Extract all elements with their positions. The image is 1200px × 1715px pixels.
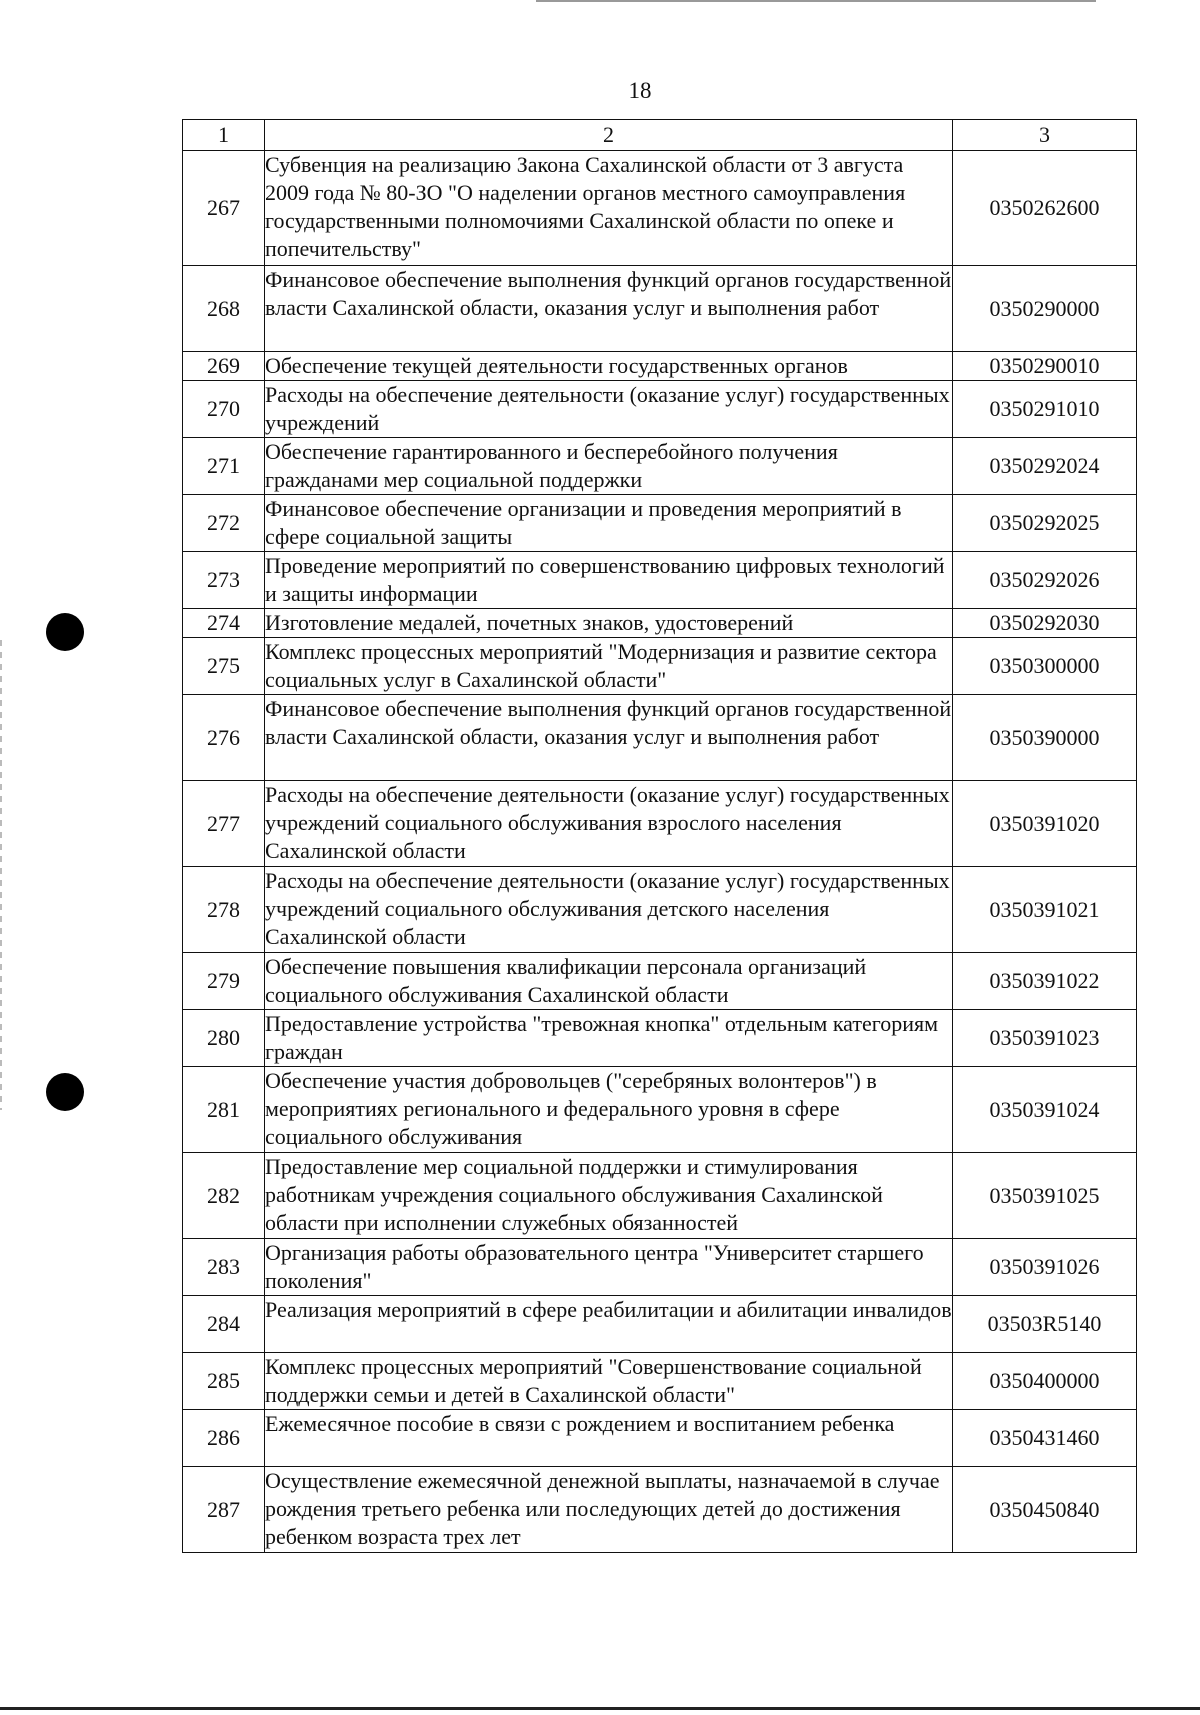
column-header-number: 1 — [183, 120, 265, 151]
punch-hole-mark — [46, 1073, 84, 1111]
table-row — [183, 381, 1137, 438]
row-description: Ежемесячное пособие в связи с рождением и воспитанием ребенка — [265, 1410, 953, 1467]
row-number: 279 — [183, 953, 265, 1010]
row-code: 03503R5140 — [953, 1296, 1137, 1353]
row-description: Изготовление медалей, почетных знаков, удостоверений — [265, 609, 953, 638]
table-row — [183, 1410, 1137, 1467]
row-description: Проведение мероприятий по совершенствованию цифровых технологий и защиты информации — [265, 552, 953, 609]
row-code: 0350291010 — [953, 381, 1137, 438]
table-row — [183, 151, 1137, 266]
table-row — [183, 1067, 1137, 1153]
row-number: 283 — [183, 1239, 265, 1296]
row-description: Обеспечение повышения квалификации персонала организаций социального обслуживания Сахалинской области — [265, 953, 953, 1010]
row-description: Расходы на обеспечение деятельности (оказание услуг) государственных учреждений социального обслуживания взрослого населения Сахалинской области — [265, 781, 953, 867]
row-number: 273 — [183, 552, 265, 609]
row-description: Финансовое обеспечение организации и проведения мероприятий в сфере социальной защиты — [265, 495, 953, 552]
row-code: 0350390000 — [953, 695, 1137, 781]
table-row — [183, 1010, 1137, 1067]
table-row — [183, 638, 1137, 695]
row-code: 0350290000 — [953, 266, 1137, 352]
row-description: Комплекс процессных мероприятий "Модернизация и развитие сектора социальных услуг в Сахалинской области" — [265, 638, 953, 695]
row-number: 286 — [183, 1410, 265, 1467]
row-number: 282 — [183, 1153, 265, 1239]
table-row — [183, 867, 1137, 953]
row-code: 0350450840 — [953, 1467, 1137, 1553]
row-description: Расходы на обеспечение деятельности (оказание услуг) государственных учреждений — [265, 381, 953, 438]
table-row — [183, 1239, 1137, 1296]
row-code: 0350400000 — [953, 1353, 1137, 1410]
row-description: Финансовое обеспечение выполнения функций органов государственной власти Сахалинской области, оказания услуг и выполнения работ — [265, 266, 953, 352]
table-row — [183, 1353, 1137, 1410]
row-code: 0350391021 — [953, 867, 1137, 953]
table-row — [183, 495, 1137, 552]
table-header-row — [183, 120, 1137, 151]
table-row — [183, 438, 1137, 495]
row-code: 0350300000 — [953, 638, 1137, 695]
row-description: Финансовое обеспечение выполнения функций органов государственной власти Сахалинской области, оказания услуг и выполнения работ — [265, 695, 953, 781]
row-number: 277 — [183, 781, 265, 867]
table-row — [183, 609, 1137, 638]
row-number: 267 — [183, 151, 265, 266]
row-number: 272 — [183, 495, 265, 552]
left-scan-edge — [0, 640, 2, 1110]
row-description: Предоставление мер социальной поддержки и стимулирования работникам учреждения социального обслуживания Сахалинской области при исполнении служебных обязанностей — [265, 1153, 953, 1239]
row-description: Обеспечение участия добровольцев ("серебряных волонтеров") в мероприятиях регионального и федерального уровня в сфере социального обслуживания — [265, 1067, 953, 1153]
row-number: 274 — [183, 609, 265, 638]
row-code: 0350292025 — [953, 495, 1137, 552]
row-code: 0350292024 — [953, 438, 1137, 495]
row-code: 0350292030 — [953, 609, 1137, 638]
row-code: 0350391022 — [953, 953, 1137, 1010]
row-number: 269 — [183, 352, 265, 381]
top-scan-edge — [536, 0, 1096, 2]
row-number: 270 — [183, 381, 265, 438]
row-number: 275 — [183, 638, 265, 695]
row-description: Предоставление устройства "тревожная кнопка" отдельным категориям граждан — [265, 1010, 953, 1067]
row-code: 0350262600 — [953, 151, 1137, 266]
table-row — [183, 552, 1137, 609]
row-number: 284 — [183, 1296, 265, 1353]
row-number: 268 — [183, 266, 265, 352]
row-description: Комплекс процессных мероприятий "Совершенствование социальной поддержки семьи и детей в Сахалинской области" — [265, 1353, 953, 1410]
punch-hole-mark — [46, 613, 84, 651]
row-description: Обеспечение текущей деятельности государственных органов — [265, 352, 953, 381]
table-row — [183, 1296, 1137, 1353]
row-description: Осуществление ежемесячной денежной выплаты, назначаемой в случае рождения третьего ребенка или последующих детей до достижения ребенком возраста трех лет — [265, 1467, 953, 1553]
table-row — [183, 781, 1137, 867]
row-number: 278 — [183, 867, 265, 953]
bottom-scan-edge — [0, 1707, 1200, 1710]
row-code: 0350290010 — [953, 352, 1137, 381]
row-description: Субвенция на реализацию Закона Сахалинской области от 3 августа 2009 года № 80-ЗО "О наделении органов местного самоуправления государственными полномочиями Сахалинской области по опеке и попечительству" — [265, 151, 953, 266]
row-number: 285 — [183, 1353, 265, 1410]
row-number: 281 — [183, 1067, 265, 1153]
row-number: 271 — [183, 438, 265, 495]
row-code: 0350431460 — [953, 1410, 1137, 1467]
row-number: 280 — [183, 1010, 265, 1067]
table-row — [183, 695, 1137, 781]
table-row — [183, 352, 1137, 381]
page-number: 18 — [628, 78, 652, 103]
column-header-code: 3 — [953, 120, 1137, 151]
row-code: 0350391020 — [953, 781, 1137, 867]
budget-codes-table — [182, 119, 1137, 1553]
row-code: 0350391026 — [953, 1239, 1137, 1296]
row-description: Расходы на обеспечение деятельности (оказание услуг) государственных учреждений социального обслуживания детского населения Сахалинской области — [265, 867, 953, 953]
column-header-description: 2 — [265, 120, 953, 151]
row-description: Реализация мероприятий в сфере реабилитации и абилитации инвалидов — [265, 1296, 953, 1353]
row-code: 0350292026 — [953, 552, 1137, 609]
row-code: 0350391023 — [953, 1010, 1137, 1067]
table-row — [183, 1467, 1137, 1553]
row-description: Организация работы образовательного центра "Университет старшего поколения" — [265, 1239, 953, 1296]
row-code: 0350391024 — [953, 1067, 1137, 1153]
row-code: 0350391025 — [953, 1153, 1137, 1239]
row-description: Обеспечение гарантированного и бесперебойного получения гражданами мер социальной поддержки — [265, 438, 953, 495]
row-number: 276 — [183, 695, 265, 781]
table-row — [183, 1153, 1137, 1239]
row-number: 287 — [183, 1467, 265, 1553]
table-row — [183, 953, 1137, 1010]
table-row — [183, 266, 1137, 352]
